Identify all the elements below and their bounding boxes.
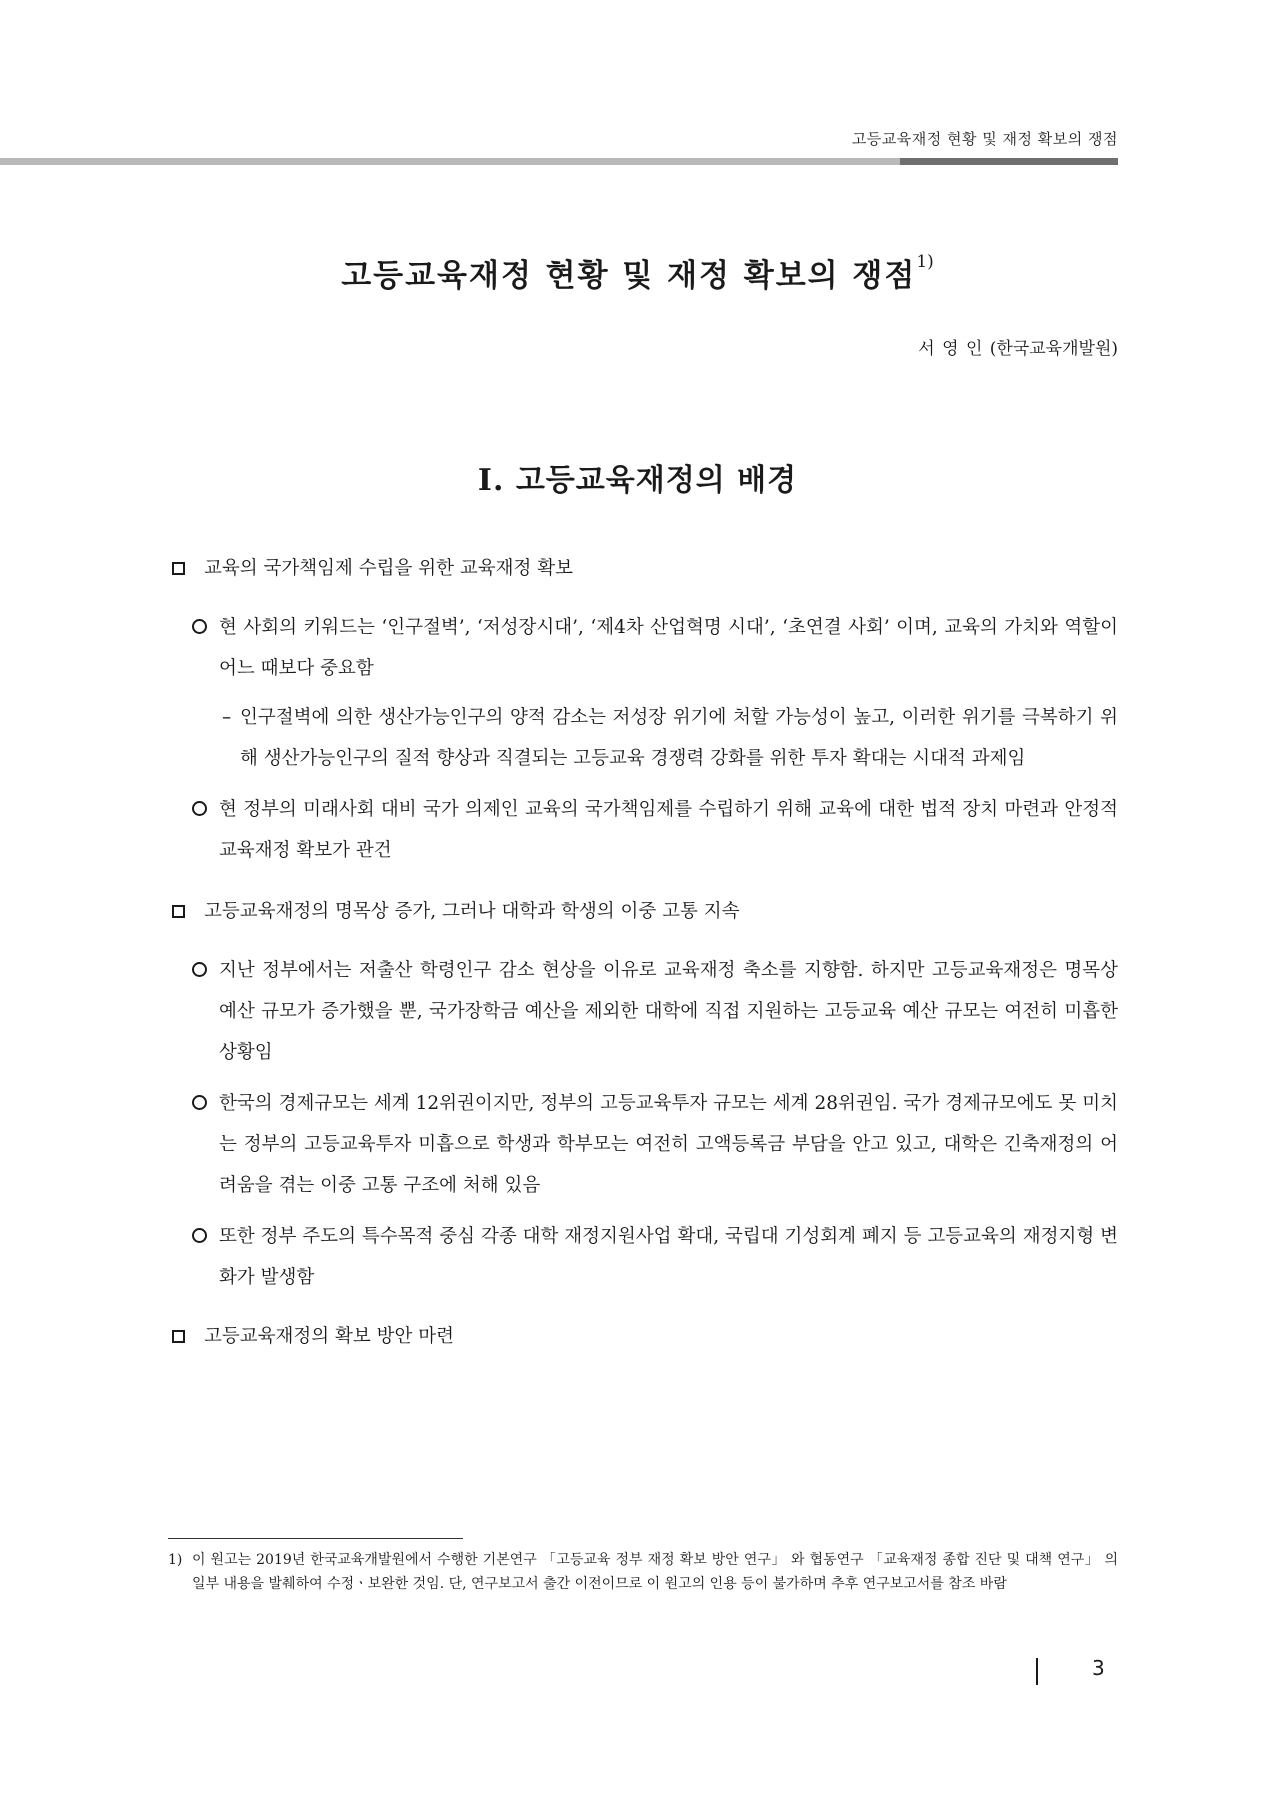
dash-item (168, 697, 1118, 779)
running-header: 고등교육재정 현황 및 재정 확보의 쟁점 (851, 130, 1118, 148)
dash-icon: – (222, 707, 232, 728)
subheading-3 (168, 1316, 1118, 1357)
square-bullet-icon (172, 1330, 185, 1343)
document-title (0, 250, 1275, 295)
subheading-2-text: 고등교육재정의 명목상 증가, 그러나 대학과 학생의 이중 고통 지속 (204, 901, 740, 922)
page-number: 3 (1092, 1656, 1105, 1680)
section-title: Ⅰ. 고등교육재정의 배경 (477, 463, 798, 498)
bullet-text: 지난 정부에서는 저출산 학령인구 감소 현상을 이유로 교육재정 축소를 지향함. 하지만 고등교육재정은 명목상 예산 규모가 증가했을 뿐, 국가장학금 예산을 제외한 대학에 직접 지원하는 고등교육 예산 규모는 여전히 미흡한 상황임 (219, 960, 1118, 1063)
bullet-text: 현 사회의 키워드는 ‘인구절벽’, ‘저성장시대’, ‘제4차 산업혁명 시대’, ‘초연결 사회’ 이며, 교육의 가치와 역할이 어느 때보다 중요함 (219, 617, 1118, 679)
circle-bullet-icon (192, 1095, 207, 1110)
square-bullet-icon (172, 905, 185, 918)
bullet-text: 한국의 경제규모는 세계 12위권이지만, 정부의 고등교육투자 규모는 세계 28위권임. 국가 경제규모에도 못 미치는 정부의 고등교육투자 미흡으로 학생과 학부모는 여전히 고액등록금 부담을 안고 있고, 대학은 긴축재정의 어려움을 겪는 이중 고통 구조에 처해 있음 (219, 1093, 1118, 1196)
dash-text: 인구절벽에 의한 생산가능인구의 양적 감소는 저성장 위기에 처할 가능성이 높고, 이러한 위기를 극복하기 위해 생산가능인구의 질적 향상과 직결되는 고등교육 경쟁력 강화를 위한 투자 확대는 시대적 과제임 (240, 707, 1118, 769)
circle-bullet-icon (192, 962, 207, 977)
page-number-bar (1036, 1658, 1038, 1685)
bullet-text: 또한 정부 주도의 특수목적 중심 각종 대학 재정지원사업 확대, 국립대 기성회계 폐지 등 고등교육의 재정지형 변화가 발생함 (219, 1226, 1118, 1288)
circle-bullet-icon (192, 1228, 207, 1243)
footnote (168, 1548, 1118, 1596)
author-line: 서 영 인 (한국교육개발원) (918, 339, 1118, 359)
footnote-rule (168, 1538, 463, 1539)
bullet-item (168, 1216, 1118, 1298)
header-rule-light (0, 158, 900, 165)
footnote-number: 1) (168, 1552, 183, 1568)
section-body (168, 548, 1118, 1375)
bullet-item (168, 607, 1118, 689)
circle-bullet-icon (192, 801, 207, 816)
subheading-1 (168, 548, 1118, 589)
footnote-text: 이 원고는 2019년 한국교육개발원에서 수행한 기본연구 「고등교육 정부 재정 확보 방안 연구」 와 협동연구 「교육재정 종합 진단 및 대책 연구」 의 일부 내용을 발췌하여 수정ㆍ보완한 것임. 단, 연구보고서 출간 이전이므로 이 원고의 인용 등이 불가하며 추후 연구보고서를 참조 바람 (192, 1552, 1118, 1592)
header-rule-dark (900, 158, 1118, 165)
subheading-3-text: 고등교육재정의 확보 방안 마련 (204, 1326, 454, 1347)
bullet-item (168, 950, 1118, 1073)
square-bullet-icon (172, 562, 185, 575)
title-footnote-ref[interactable]: 1) (916, 252, 934, 272)
subheading-1-text: 교육의 국가책임제 수립을 위한 교육재정 확보 (204, 558, 573, 579)
circle-bullet-icon (192, 619, 207, 634)
bullet-item (168, 789, 1118, 871)
bullet-text: 현 정부의 미래사회 대비 국가 의제인 교육의 국가책임제를 수립하기 위해 교육에 대한 법적 장치 마련과 안정적 교육재정 확보가 관건 (219, 799, 1118, 861)
bullet-item (168, 1083, 1118, 1206)
subheading-2 (168, 891, 1118, 932)
document-title-text: 고등교육재정 현황 및 재정 확보의 쟁점 (341, 258, 917, 294)
